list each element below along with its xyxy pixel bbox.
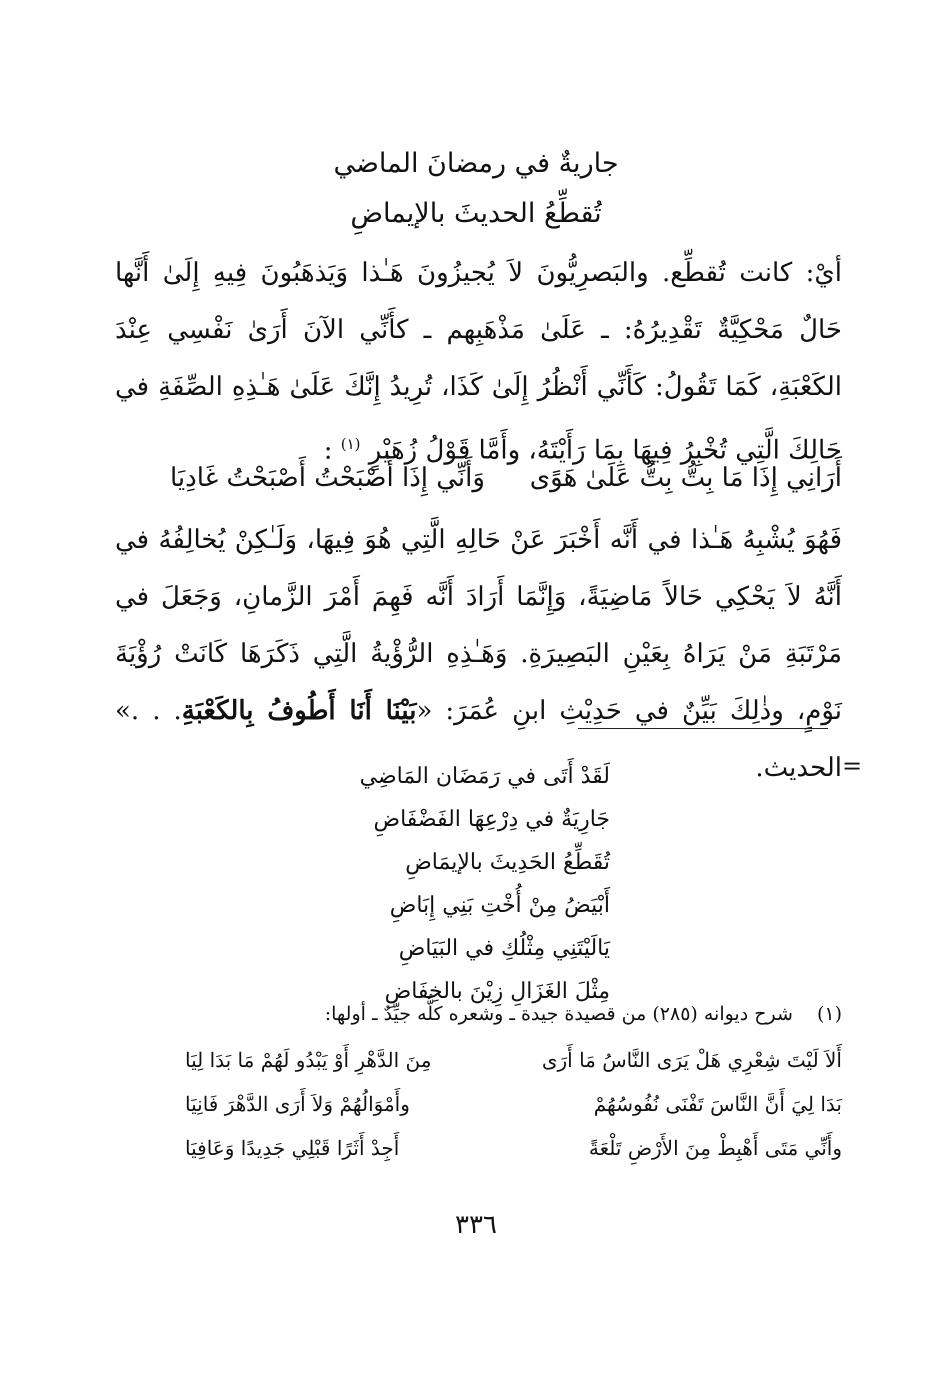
hadith-quote: بَيْنَا أَنَا أَطُوفُ بِالكَعْبَةِ xyxy=(181,696,417,726)
paragraph-text: أيْ: كانت تُقطِّع. والبَصرِيُّونَ لاَ يُجيزُونَ هَـٰذا وَيَذهَبُونَ فِيهِ إِلَىٰ أَنَّها حَالٌ مَحْكِيَّةٌ تَقْدِيرُهُ: ـ عَلَىٰ مَذْهَبِهم ـ كأَنِّي الآنَ أَرَىٰ نَفْسِي عِنْدَ الكَعْبَةِ، كَمَا تَقُولُ: كَأَنِّي أَنْظُرُ إِلَىٰ كَذَا، تُرِيدُ إِنَّكَ عَلَىٰ هَـٰذِهِ الصِّفَةِ في حَالِكَ الَّتِي تُخْبِرُ فِيهَا بِمَا رَأَيْتَهُ، وأَمَّا قَوْلُ زُهَيْرٍ xyxy=(115,258,842,466)
footnote-divider xyxy=(578,728,828,729)
footnote-verse xyxy=(185,1082,842,1126)
couplet-first-hemistich: أَرَانِي إِذَا مَا بِتُّ بِتُّ عَلَىٰ هَوًى xyxy=(529,463,842,493)
verse-title-line-2: تُقطِّعُ الحديثَ بالإيماضِ xyxy=(350,198,602,229)
couplet-second-hemistich: وَأَنِّي إِذَا أَصْبَحْتُ أَصْبَحْتُ غَادِيَا xyxy=(170,463,485,493)
footnote-number: (١) xyxy=(816,1003,842,1025)
footnote-verse xyxy=(185,1038,842,1082)
footnote-text: شرح ديوانه (٢٨٥) من قصيدة جيدة ـ وشعره كلُّه جيِّدٌ ـ أولها: xyxy=(324,1003,793,1025)
footnote-verses xyxy=(185,1038,842,1170)
poem-line: جَارِيَةٌ في دِرْعِهَا الفَضْفَاضِ xyxy=(373,807,610,832)
poem-line: تُقَطِّعُ الحَدِيثَ بالإيمَاضِ xyxy=(405,850,610,875)
page-number: ٣٣٦ xyxy=(455,1210,497,1240)
verse-second-hemistich: أَجِدْ أَثَرًا قَبْلِي جَدِيدًا وَعَافِيَا xyxy=(185,1136,400,1160)
paragraph-text-end: . . .» الحديث. xyxy=(115,696,842,783)
footnote-poem xyxy=(340,755,610,1013)
paragraph-punctuation: : xyxy=(323,435,333,466)
verse-title-line-1: جاريةٌ في رمضانَ الماضي xyxy=(333,148,619,179)
quoted-couplet xyxy=(140,458,842,498)
verse-second-hemistich: وأَمْوَالُهُمْ وَلاَ أَرَى الدَّهْرَ فَانِيَا xyxy=(185,1092,410,1116)
poem-line: أَبْيَضُ مِنْ أُخْتِ بَنِي إِبَاضِ xyxy=(389,893,610,918)
poem-line: لَقَدْ أَتَى في رَمَضَان المَاضِي xyxy=(359,764,610,789)
verse-first-hemistich: وأَنِّي مَتَى أَهْبِطْ مِنَ الأَرْضِ تَلْعَةً xyxy=(588,1136,842,1160)
verse-first-hemistich: بَدَا لِيَ أَنَّ النَّاسَ تَفْنَى نُفُوسُهُمْ xyxy=(593,1092,842,1116)
verse-second-hemistich: مِنَ الدَّهْرِ أَوْ يَبْدُو لَهُمْ مَا بَدَا لِيَا xyxy=(185,1048,432,1072)
poem-line: يَالَيْتَنِي مِثْلُكِ في البَيَاضِ xyxy=(398,936,610,961)
footnote-1 xyxy=(115,1000,842,1028)
poem-line: مِثْلَ الغَزَالِ زِيْنَ بالخِفَاضِ xyxy=(384,979,610,1004)
footnote-reference[interactable]: (١) xyxy=(340,435,361,453)
verse-first-hemistich: أَلاَ لَيْتَ شِعْرِي هَلْ يَرَى النَّاسُ مَا أَرَى xyxy=(541,1048,842,1072)
paragraph-text: فَهُوَ يُشْبِهُ هَـٰذا في أَنَّه أَخْبَرَ عَنْ حَالِهِ الَّتِي هُوَ فِيهَا، وَلَـٰكِنْ يُخالِفُهُ في أَنَّهُ لاَ يَحْكِي حَالاً مَاضِيَةً، وَإِنَّمَا أَرَادَ أَنَّه فَهِمَ أَمْرَ الزَّمانِ، وَجَعَلَ في مَرْتَبَةِ مَنْ يَرَاهُ بِعَيْنِ البَصِيرَةِ. وَهَـٰذِهِ الرُّؤْيةُ الَّتِي ذَكَرَهَا كَانَتْ رُؤْيَةَ نَوْمٍ، وذٰلِكَ بَيِّنٌ في حَدِيْثِ ابنِ عُمَرَ: « xyxy=(115,525,842,726)
footnote-verse xyxy=(185,1126,842,1170)
body-paragraph-1 xyxy=(115,245,842,480)
continuation-marker: = xyxy=(842,752,863,780)
